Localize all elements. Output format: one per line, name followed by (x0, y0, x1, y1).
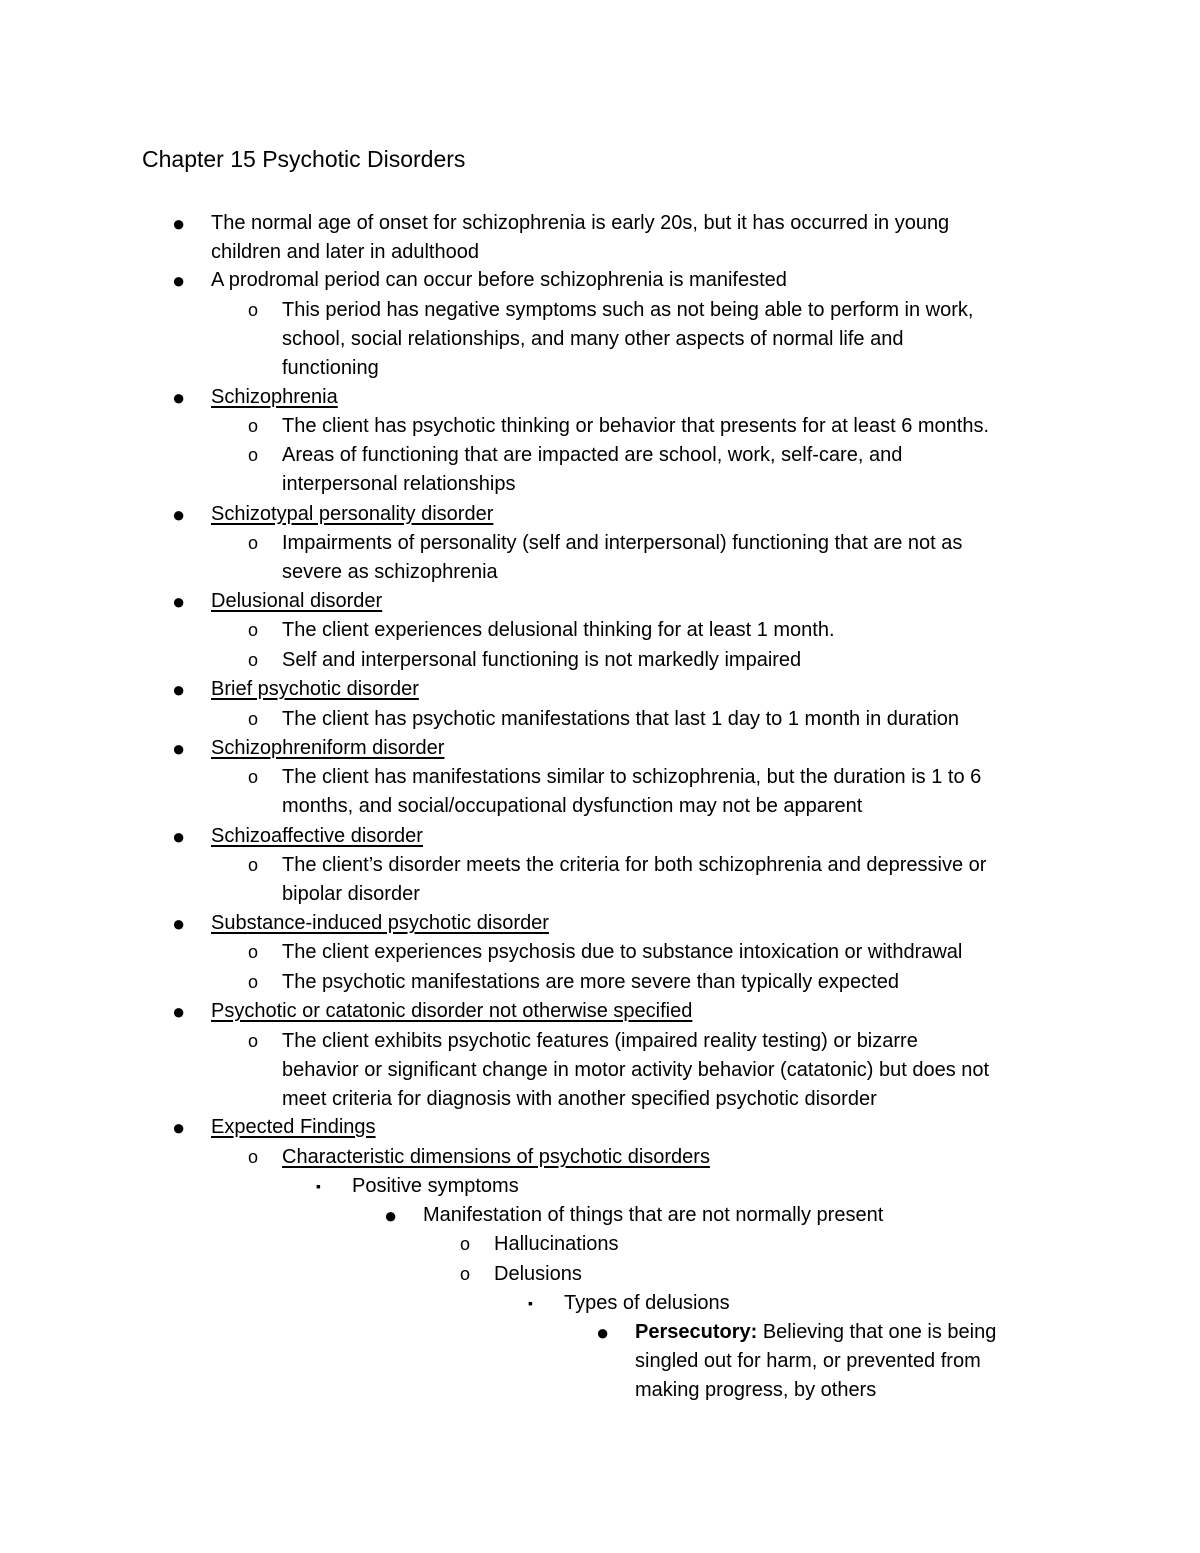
list-item-text: functioning (282, 357, 379, 379)
bullet-marker: ● (172, 999, 186, 1024)
list-item-text: Manifestation of things that are not normally present (423, 1204, 884, 1226)
list-item-text: interpersonal relationships (282, 473, 516, 495)
bullet-marker: ● (384, 1203, 398, 1228)
circle-marker: o (248, 300, 259, 320)
list-item-text: This period has negative symptoms such as not being able to perform in work, (282, 299, 974, 321)
section-heading: Substance-induced psychotic disorder (211, 912, 549, 934)
section-heading: Schizoaffective disorder (211, 825, 423, 847)
list-item-text: behavior or significant change in motor activity behavior (catatonic) but does not (282, 1059, 990, 1081)
list-item-text: A prodromal period can occur before schizophrenia is manifested (211, 269, 787, 291)
bullet-marker: ● (172, 385, 186, 410)
list-item-text: The client exhibits psychotic features (impaired reality testing) or bizarre (282, 1030, 918, 1052)
circle-marker: o (248, 650, 259, 670)
list-item-text: children and later in adulthood (211, 241, 479, 263)
bullet-marker: ● (172, 211, 186, 236)
list-item-text: The client has psychotic manifestations that last 1 day to 1 month in duration (282, 708, 960, 730)
list-item-text (635, 1318, 996, 1347)
circle-marker: o (248, 533, 259, 553)
bullet-marker: ● (172, 911, 186, 936)
bullet-marker: ● (172, 677, 186, 702)
page-title: Chapter 15 Psychotic Disorders (142, 146, 466, 172)
subsection-heading: Characteristic dimensions of psychotic disorders (282, 1146, 710, 1168)
bullet-marker: ● (172, 1115, 186, 1140)
circle-marker: o (248, 445, 259, 465)
list-item-text: bipolar disorder (282, 883, 420, 905)
circle-marker: o (248, 416, 259, 436)
bullet-marker: ● (172, 502, 186, 527)
list-item-text: months, and social/occupational dysfunction may not be apparent (282, 795, 863, 817)
list-item-text: The client has manifestations similar to schizophrenia, but the duration is 1 to 6 (282, 766, 982, 788)
circle-marker: o (248, 767, 259, 787)
list-item-text: Types of delusions (564, 1292, 730, 1314)
circle-marker: o (460, 1234, 471, 1254)
bullet-marker: ● (596, 1320, 610, 1345)
list-item-text: school, social relationships, and many other aspects of normal life and (282, 328, 904, 350)
list-item-text: Delusions (494, 1263, 582, 1285)
term-label: Persecutory: (635, 1321, 758, 1343)
circle-marker: o (248, 1031, 259, 1051)
list-item-text: The client experiences delusional thinking for at least 1 month. (282, 619, 835, 641)
list-item-text: The normal age of onset for schizophrenia is early 20s, but it has occurred in young (211, 212, 950, 234)
circle-marker: o (248, 972, 259, 992)
circle-marker: o (248, 620, 259, 640)
circle-marker: o (248, 1147, 259, 1167)
list-item-text: meet criteria for diagnosis with another specified psychotic disorder (282, 1088, 877, 1110)
list-item-text: Areas of functioning that are impacted are school, work, self-care, and (282, 444, 903, 466)
definition-text: Believing that one is being (757, 1321, 997, 1343)
circle-marker: o (248, 855, 259, 875)
list-item-text: Hallucinations (494, 1233, 619, 1255)
section-heading: Psychotic or catatonic disorder not otherwise specified (211, 1000, 693, 1022)
list-item-text: making progress, by others (635, 1379, 877, 1401)
circle-marker: o (248, 942, 259, 962)
list-item-text: Positive symptoms (352, 1175, 519, 1197)
list-item-text: severe as schizophrenia (282, 561, 498, 583)
bullet-marker: ● (172, 268, 186, 293)
list-item-text: The psychotic manifestations are more severe than typically expected (282, 971, 899, 993)
bullet-marker: ● (172, 589, 186, 614)
circle-marker: o (248, 709, 259, 729)
list-item-text: Self and interpersonal functioning is not markedly impaired (282, 649, 802, 671)
list-item-text: The client experiences psychosis due to substance intoxication or withdrawal (282, 941, 963, 963)
section-heading: Brief psychotic disorder (211, 678, 419, 700)
section-heading: Delusional disorder (211, 590, 383, 612)
square-marker: ▪ (316, 1178, 321, 1194)
list-item-text: Impairments of personality (self and interpersonal) functioning that are not as (282, 532, 963, 554)
list-item-text: The client has psychotic thinking or behavior that presents for at least 6 months. (282, 415, 990, 437)
square-marker: ▪ (528, 1295, 533, 1311)
section-heading: Schizophrenia (211, 386, 338, 408)
list-item-text: singled out for harm, or prevented from (635, 1350, 981, 1372)
section-heading: Schizophreniform disorder (211, 737, 445, 759)
bullet-marker: ● (172, 736, 186, 761)
circle-marker: o (460, 1264, 471, 1284)
bullet-marker: ● (172, 824, 186, 849)
list-item-text: The client’s disorder meets the criteria for both schizophrenia and depressive or (282, 854, 987, 876)
section-heading: Expected Findings (211, 1116, 376, 1138)
section-heading: Schizotypal personality disorder (211, 503, 494, 525)
